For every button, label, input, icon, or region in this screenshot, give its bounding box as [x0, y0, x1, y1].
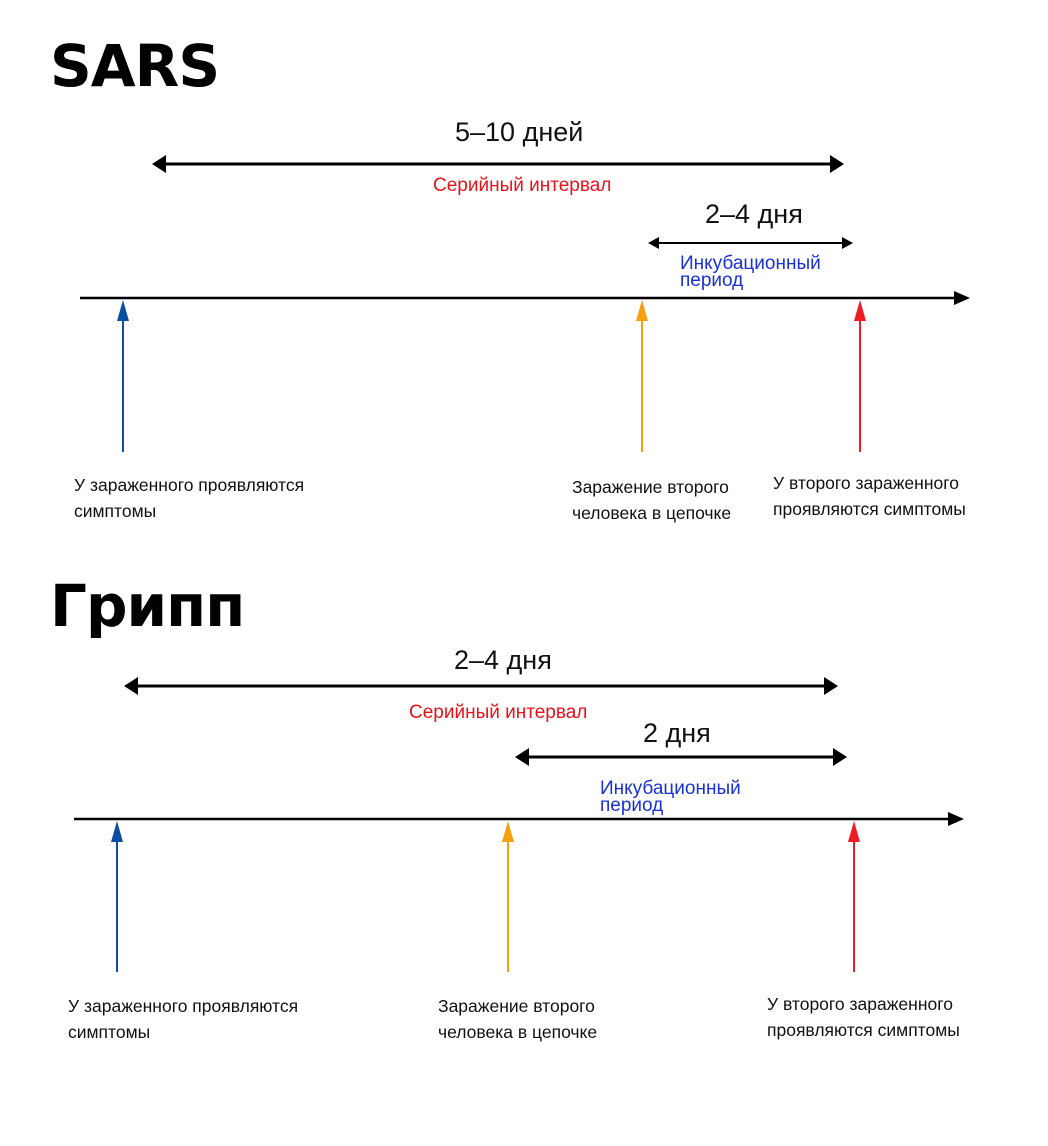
sars-infection-marker [636, 300, 648, 452]
sars-incubation-duration: 2–4 дня [705, 199, 803, 229]
flu-incubation-label: Инкубационный период [600, 778, 741, 816]
flu-incubation-arrow [515, 748, 847, 766]
flu-second-symptoms-marker [848, 821, 860, 972]
flu-infection-label: Заражение второго человека в цепочке [438, 996, 598, 1042]
sars-incubation-arrow [648, 237, 853, 249]
sars-serial-duration: 5–10 дней [455, 117, 584, 147]
flu-serial-label: Серийный интервал [409, 702, 588, 723]
flu-first-symptoms-label: У зараженного проявляются симптомы [68, 996, 299, 1042]
flu-title: Грипп [50, 572, 245, 640]
sars-second-symptoms-marker [854, 300, 866, 452]
flu-timeline-axis [74, 812, 964, 826]
sars-serial-label: Серийный интервал [433, 175, 612, 196]
flu-serial-interval-arrow [124, 677, 838, 695]
sars-incubation-label: Инкубационный период [680, 253, 821, 291]
sars-title: SARS [50, 32, 220, 100]
flu-serial-duration: 2–4 дня [454, 645, 552, 675]
sars-serial-interval-arrow [152, 155, 844, 173]
sars-second-symptoms-label: У второго зараженного проявляются симптомы [773, 473, 966, 519]
sars-first-symptoms-marker [117, 300, 129, 452]
sars-infection-label: Заражение второго человека в цепочке [572, 477, 732, 523]
sars-first-symptoms-label: У зараженного проявляются симптомы [74, 475, 305, 521]
flu-second-symptoms-label: У второго зараженного проявляются симптомы [767, 994, 960, 1040]
flu-infection-marker [502, 821, 514, 972]
sars-timeline-axis [80, 291, 970, 305]
flu-first-symptoms-marker [111, 821, 123, 972]
flu-incubation-duration: 2 дня [643, 718, 711, 748]
